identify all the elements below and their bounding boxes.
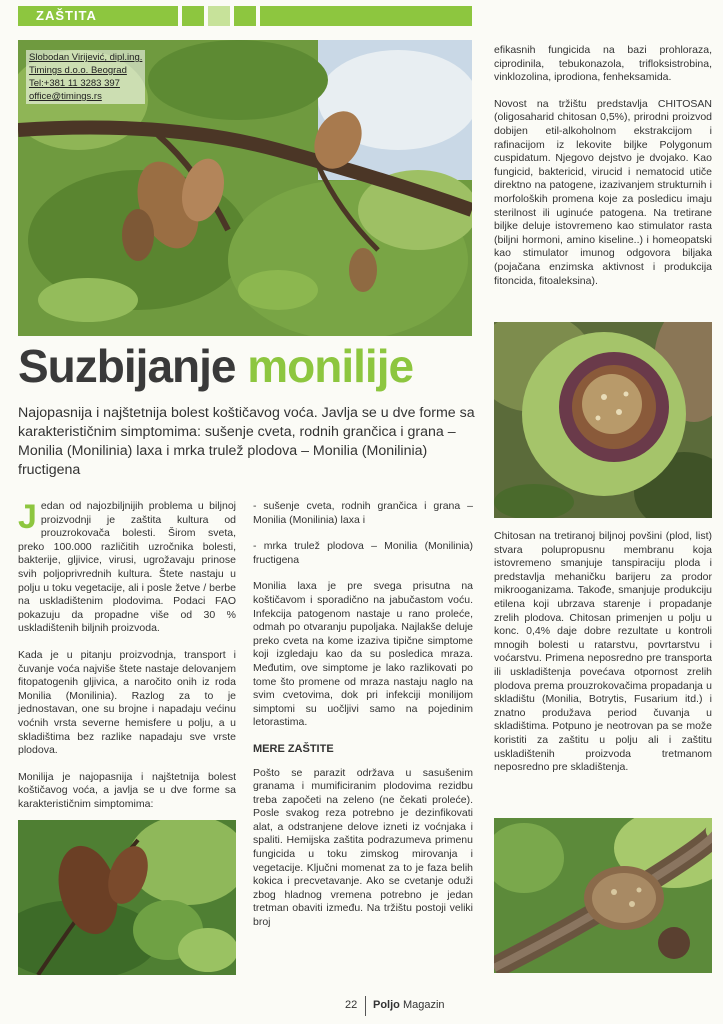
photo-apple-brown-rot <box>494 322 712 518</box>
magazine-name: Poljo Magazin <box>373 999 445 1011</box>
paragraph: Chitosan na tretiranoj biljnoj povšini (plod, list) stvara polupropusnu membranu koja istovremeno smanjuje tanspiraciju ploda i predstavlja mehaničku barijeru za prodor mikrooganizama. Takođe, smanjuje produkciju etilena koji ubrzava starenje i propadanje zrelih plodova. Chitosan primenjen u polju u konc. 0,4% daje dobre rezultate u kontroli mnogih bolesti u ratarstvu, povrtarstvu i voćarstvu. Primena neposredno pre transporta ili uskladištenja povećava otpornost zrelih plodova prema prouzrokovačima propadanja u skladištu (Monilia, Botrytis, Fusarium itd.) i znatno produžava period čuvanja u skladištima. Potpuno je neotrovan pa se može koristiti za zaštitu u polju ali i zaštitu uskladištenih proizvoda tretmanom neposredno pre skladištenja. <box>494 530 712 774</box>
column-3 <box>494 44 712 301</box>
author-phone[interactable]: Tel:+381 11 3283 397 <box>29 78 120 89</box>
title-part1: Suzbijanje <box>18 340 236 392</box>
drop-cap: J <box>18 498 37 536</box>
author-company: Timings d.o.o. Beograd <box>29 65 127 76</box>
author-name: Slobodan Virijević, dipl.ing. <box>29 52 143 63</box>
paragraph: Monilija je najopasnija i najštetnija bolest koštičavog voća, a javlja se u dve forme sa karakterističnim simptomima: <box>18 770 236 810</box>
header-block <box>234 6 256 26</box>
paragraph: Novost na tržištu predstavlja CHITOSAN (oligosaharid chitosan 0,5%), prirodni proizvod dobijen etil-alkoholnom ekstrakcijom i rafinacijom iz lekovite biljke Polygonum cuspidatum. Njegovo dejstvo je dvojako. Kao fungicid, baktericid, virucid i nematocid utiče direktno na patogene, izazivanjem strukturnih i morfoloških promena koje za posledicu imaju sterilnost ili uginuće patogena. Na tretirane biljke deluje istovremeno kao stimulator rasta (biljni hormoni, amino kiseline..) i homeopatski kao stimulator imunog odgovora biljaka (pojačana enzimska aktivnost i produkcija fitoncida, fitoaleksina). <box>494 97 712 287</box>
column-3-continued <box>494 530 712 788</box>
column-2 <box>253 500 473 943</box>
title-part2: monilije <box>247 340 414 392</box>
paragraph: Jedan od najozbiljnijih problema u biljnoj proizvodnji je zaštita kultura od prouzrokovača bolesti. Širom sveta, preko 100.000 različitih uzročnika bolesti, bakterije, gljivice, virusi, ugrožavaju prinose svih poljoprivrednih kultura. Štete nastaju u polju u toku vegetacije, ali i posle žetve / berbe na uskladištenim plodovima. Podaci FAO pokazuju da propadne više od 30 % uskladištenih biljnih proizvoda. <box>18 498 236 635</box>
paragraph: Pošto se parazit održava u sasušenim granama i mumificiranim plodovima rezidbu treba započeti na zeleno (ne čekati proleće). Posle svakog reza potrebno je dezinfikovati alat, a odstranjene delove izneti iz voćnjaka i spaliti. Hemijska zaštita podrazumeva primenu fungicida u toku zimskog mirovanja i vegetacije. Ključni momenat za to je faza belih kokica i precvetavanje. Ako se cvetanje oduži zbog hladnog vremena potrebno je jedan tretman obaviti između. Na tržištu postoji veliki broj <box>253 766 473 929</box>
paragraph: Monilia laxa je pre svega prisutna na koštičavom i sporadično na jabučastom voću. Infekcija patogenom nastaje u rano proleće, odmah po otvaranju pupoljaka. Najlakše deluje preko cveta na kome izaziva tipične simptome koji izgledaju kao da su posledica mraza. Međutim, ove simptome je lako razlikovati po tome što promene od mraza nastaju naglo na svim cvetovima, dok pri infekciji monilijom simptomi su uočljivi samo na pojedinim letorastima. <box>253 580 473 729</box>
page-number: 22 <box>345 999 358 1011</box>
footer-divider <box>365 996 366 1016</box>
header-block <box>260 6 472 26</box>
header-block <box>182 6 204 26</box>
photo-dried-twig <box>18 820 236 975</box>
page-footer <box>0 996 723 1016</box>
column-1 <box>18 500 236 824</box>
paragraph: efikasnih fungicida na bazi prohloraza, ciprodinila, tebukonazola, trifloksistrobina, vinklozolina, iprodiona, fenheksamida. <box>494 44 712 84</box>
article-title <box>18 336 413 396</box>
photo-mummified-fruit <box>494 818 712 973</box>
section-label: ZAŠTITA <box>18 6 178 26</box>
section-heading: MERE ZAŠTITE <box>253 742 334 755</box>
article-lead: Najopasnija i najštetnija bolest koštičavog voća. Javlja se u dve forme sa karakterističnim simptomima: sušenje cveta, rodnih grančica i grana – Monilia (Monilinia) laxa i mrka trulež plodova – Monilia (Monilinia) fructigena <box>18 405 475 478</box>
header-block <box>208 6 230 26</box>
author-email[interactable]: office@timings.rs <box>29 91 102 102</box>
paragraph: - sušenje cveta, rodnih grančica i grana – Monilia (Monilinia) laxa i <box>253 500 473 526</box>
author-credits <box>26 50 145 104</box>
paragraph: - mrka trulež plodova – Monilia (Monilinia) fructigena <box>253 540 473 566</box>
paragraph: Kada je u pitanju proizvodnja, transport i čuvanje voća najviše štete nastaje delovanjem fitopatogenih gljivica, a naročito onih iz roda Monilia (Monilinia). Razlog za to je jednostavan, one su brojne i napadaju većinu voćnih vrsta severne hemisfere u polju, a u skladištima bez razlike napadaju sve vrste plodova. <box>18 648 236 757</box>
